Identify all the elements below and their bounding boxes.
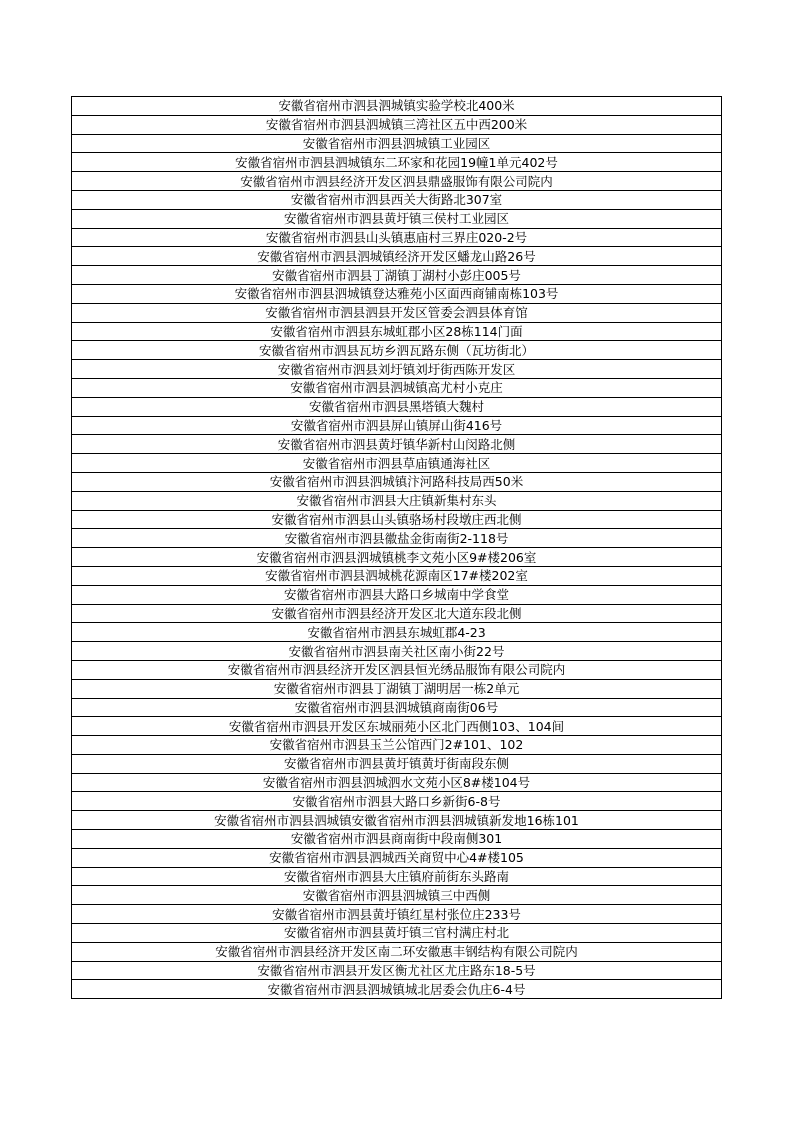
table-row bbox=[72, 284, 722, 303]
table-row bbox=[72, 830, 722, 849]
table-row bbox=[72, 209, 722, 228]
address-cell: 安徽省宿州市泗县经济开发区北大道东段北侧 bbox=[72, 604, 722, 623]
address-cell: 安徽省宿州市泗县南关社区南小街22号 bbox=[72, 642, 722, 661]
table-row bbox=[72, 266, 722, 285]
table-row bbox=[72, 115, 722, 134]
address-cell: 安徽省宿州市泗县玉兰公馆西门2#101、102 bbox=[72, 736, 722, 755]
address-cell: 安徽省宿州市泗县山头镇惠庙村三界庄020-2号 bbox=[72, 228, 722, 247]
address-cell: 安徽省宿州市泗县泗城镇登达雅苑小区面西商铺南栋103号 bbox=[72, 284, 722, 303]
table-row bbox=[72, 698, 722, 717]
address-cell: 安徽省宿州市泗县泗城镇高尤村小克庄 bbox=[72, 378, 722, 397]
address-cell: 安徽省宿州市泗县大庄镇府前街东头路南 bbox=[72, 867, 722, 886]
table-row bbox=[72, 924, 722, 943]
address-cell: 安徽省宿州市泗县山头镇骆场村段墩庄西北侧 bbox=[72, 510, 722, 529]
table-row bbox=[72, 773, 722, 792]
address-cell: 安徽省宿州市泗县大路口乡城南中学食堂 bbox=[72, 585, 722, 604]
table-row bbox=[72, 454, 722, 473]
address-cell: 安徽省宿州市泗县泗城镇东二环家和花园19幢1单元402号 bbox=[72, 153, 722, 172]
address-cell: 安徽省宿州市泗县泗城镇三中西侧 bbox=[72, 886, 722, 905]
table-row bbox=[72, 190, 722, 209]
table-row bbox=[72, 623, 722, 642]
table-row bbox=[72, 905, 722, 924]
address-cell: 安徽省宿州市泗县丁湖镇丁湖明居一栋2单元 bbox=[72, 679, 722, 698]
address-cell: 安徽省宿州市泗县黄圩镇三侯村工业园区 bbox=[72, 209, 722, 228]
table-row bbox=[72, 942, 722, 961]
address-cell: 安徽省宿州市泗县丁湖镇丁湖村小彭庄005号 bbox=[72, 266, 722, 285]
table-row bbox=[72, 416, 722, 435]
table-row bbox=[72, 228, 722, 247]
table-row bbox=[72, 867, 722, 886]
table-row bbox=[72, 754, 722, 773]
table-row bbox=[72, 247, 722, 266]
address-cell: 安徽省宿州市泗县大庄镇新集村东头 bbox=[72, 491, 722, 510]
table-row bbox=[72, 472, 722, 491]
address-cell: 安徽省宿州市泗县黄圩镇红星村张位庄233号 bbox=[72, 905, 722, 924]
table-row bbox=[72, 172, 722, 191]
table-row bbox=[72, 717, 722, 736]
address-cell: 安徽省宿州市泗县泗城镇桃李文苑小区9#楼206室 bbox=[72, 548, 722, 567]
table-row bbox=[72, 134, 722, 153]
table-row bbox=[72, 660, 722, 679]
table-row bbox=[72, 435, 722, 454]
address-cell: 安徽省宿州市泗县泗城镇经济开发区蟠龙山路26号 bbox=[72, 247, 722, 266]
address-cell: 安徽省宿州市泗县泗城镇三湾社区五中西200米 bbox=[72, 115, 722, 134]
address-cell: 安徽省宿州市泗县黄圩镇三官村满庄村北 bbox=[72, 924, 722, 943]
address-cell: 安徽省宿州市泗县泗城西关商贸中心4#楼105 bbox=[72, 848, 722, 867]
address-cell: 安徽省宿州市泗县经济开发区泗县恒光绣品服饰有限公司院内 bbox=[72, 660, 722, 679]
address-cell: 安徽省宿州市泗县泗城镇汴河路科技局西50米 bbox=[72, 472, 722, 491]
table-row bbox=[72, 548, 722, 567]
table-row bbox=[72, 360, 722, 379]
table-row bbox=[72, 510, 722, 529]
address-cell: 安徽省宿州市泗县泗城镇商南街06号 bbox=[72, 698, 722, 717]
address-cell: 安徽省宿州市泗县泗城镇城北居委会仇庄6-4号 bbox=[72, 980, 722, 999]
table-row bbox=[72, 736, 722, 755]
address-cell: 安徽省宿州市泗县徽盐金街南街2-118号 bbox=[72, 529, 722, 548]
address-cell: 安徽省宿州市泗县黑塔镇大魏村 bbox=[72, 397, 722, 416]
address-table-body bbox=[72, 97, 722, 999]
table-row bbox=[72, 303, 722, 322]
address-cell: 安徽省宿州市泗县经济开发区南二环安徽惠丰钢结构有限公司院内 bbox=[72, 942, 722, 961]
table-row bbox=[72, 566, 722, 585]
address-cell: 安徽省宿州市泗县刘圩镇刘圩街西陈开发区 bbox=[72, 360, 722, 379]
address-cell: 安徽省宿州市泗县开发区衡尤社区尤庄路东18-5号 bbox=[72, 961, 722, 980]
address-cell: 安徽省宿州市泗县黄圩镇华新村山闵路北侧 bbox=[72, 435, 722, 454]
table-row bbox=[72, 397, 722, 416]
address-cell: 安徽省宿州市泗县经济开发区泗县鼎盛服饰有限公司院内 bbox=[72, 172, 722, 191]
address-cell: 安徽省宿州市泗县泗城桃花源南区17#楼202室 bbox=[72, 566, 722, 585]
table-row bbox=[72, 961, 722, 980]
table-row bbox=[72, 378, 722, 397]
table-row bbox=[72, 642, 722, 661]
table-row bbox=[72, 886, 722, 905]
table-row bbox=[72, 97, 722, 116]
address-cell: 安徽省宿州市泗县泗城镇安徽省宿州市泗县泗城镇新发地16栋101 bbox=[72, 811, 722, 830]
table-row bbox=[72, 604, 722, 623]
address-cell: 安徽省宿州市泗县商南街中段南侧301 bbox=[72, 830, 722, 849]
address-cell: 安徽省宿州市泗县大路口乡新街6-8号 bbox=[72, 792, 722, 811]
table-row bbox=[72, 322, 722, 341]
address-cell: 安徽省宿州市泗县东城虹郡小区28栋114门面 bbox=[72, 322, 722, 341]
address-cell: 安徽省宿州市泗县草庙镇通海社区 bbox=[72, 454, 722, 473]
table-row bbox=[72, 585, 722, 604]
address-cell: 安徽省宿州市泗县泗城镇实验学校北400米 bbox=[72, 97, 722, 116]
address-table bbox=[71, 96, 722, 999]
table-row bbox=[72, 529, 722, 548]
address-cell: 安徽省宿州市泗县泗县开发区管委会泗县体育馆 bbox=[72, 303, 722, 322]
table-row bbox=[72, 848, 722, 867]
address-cell: 安徽省宿州市泗县泗城镇工业园区 bbox=[72, 134, 722, 153]
table-row bbox=[72, 153, 722, 172]
table-row bbox=[72, 792, 722, 811]
table-row bbox=[72, 491, 722, 510]
address-cell: 安徽省宿州市泗县屏山镇屏山街416号 bbox=[72, 416, 722, 435]
table-row bbox=[72, 341, 722, 360]
address-cell: 安徽省宿州市泗县黄圩镇黄圩街南段东侧 bbox=[72, 754, 722, 773]
address-cell: 安徽省宿州市泗县瓦坊乡泗瓦路东侧（瓦坊街北） bbox=[72, 341, 722, 360]
table-row bbox=[72, 980, 722, 999]
table-row bbox=[72, 679, 722, 698]
address-cell: 安徽省宿州市泗县东城虹郡4-23 bbox=[72, 623, 722, 642]
address-cell: 安徽省宿州市泗县泗城泗水文苑小区8#楼104号 bbox=[72, 773, 722, 792]
address-cell: 安徽省宿州市泗县开发区东城丽苑小区北门西侧103、104间 bbox=[72, 717, 722, 736]
address-cell: 安徽省宿州市泗县西关大街路北307室 bbox=[72, 190, 722, 209]
table-row bbox=[72, 811, 722, 830]
